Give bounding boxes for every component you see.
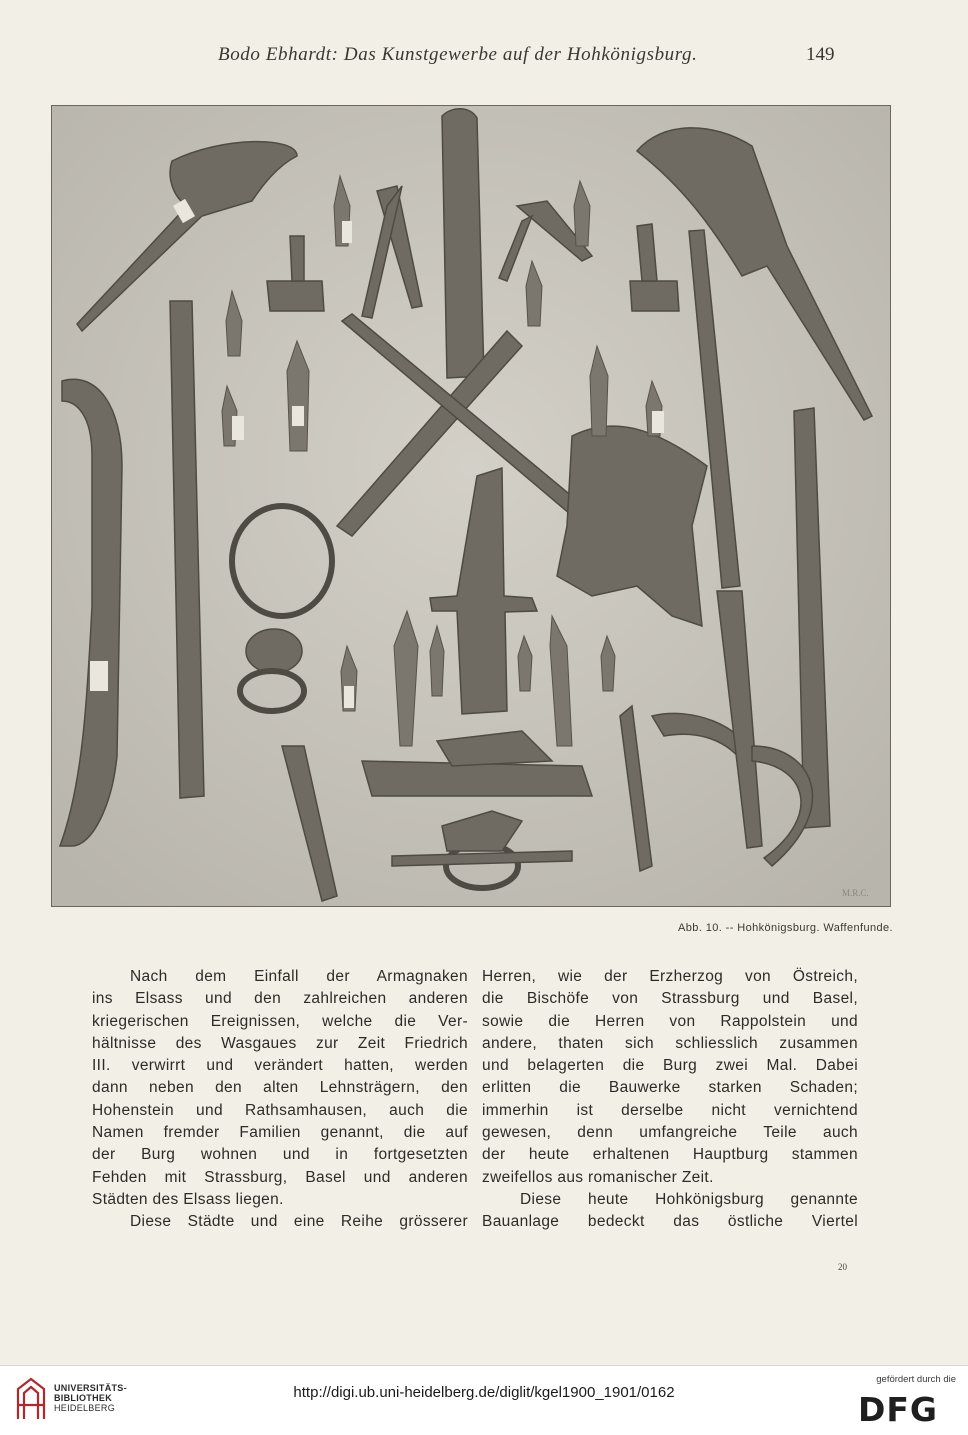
text-line: Bauanlage bedeckt das östliche Viertel — [482, 1213, 858, 1231]
library-name-line: BIBLIOTHEK — [54, 1393, 112, 1403]
sheet-signature: 20 — [838, 1262, 847, 1272]
text-line: der Burg wohnen und in fortgesetzten — [92, 1146, 468, 1164]
text-line: immerhin ist derselbe nicht vernichtend — [482, 1101, 858, 1119]
figure-caption: Abb. 10. -- Hohkönigsburg. Waffenfunde. — [678, 922, 893, 934]
text-line: hältnisse des Wasgaues zur Zeit Friedrich — [92, 1034, 468, 1052]
text-line: kriegerischen Ereignissen, welche die Ver- — [92, 1012, 468, 1030]
text-line: andere, thaten sich schliesslich zusammen — [482, 1034, 858, 1052]
text-line: Städten des Elsass liegen. — [92, 1190, 284, 1208]
text-line: Hohenstein und Rathsamhausen, auch die — [92, 1101, 468, 1119]
page-number: 149 — [806, 44, 835, 65]
dfg-logo[interactable]: DFG — [858, 1390, 939, 1429]
text-line: gewesen, denn umfangreiche Teile auch — [482, 1124, 858, 1142]
photo-signature: M.R.C. — [842, 888, 869, 898]
dagger-blade-center — [442, 109, 484, 378]
text-line: dann neben den alten Lehnsträgern, den — [92, 1079, 468, 1097]
text-line: der heute erhaltenen Hauptburg stammen — [482, 1146, 858, 1164]
text-line: ins Elsass und den zahlreichen anderen — [92, 990, 468, 1008]
text-line: Fehden mit Strassburg, Basel und anderen — [92, 1168, 468, 1186]
funding-note: gefördert durch die — [876, 1374, 956, 1385]
running-title: Bodo Ebhardt: Das Kunstgewerbe auf der Hohkönigsburg. — [218, 44, 698, 65]
text-column-right — [482, 966, 858, 1234]
text-line: Nach dem Einfall der Armagnaken — [130, 968, 468, 985]
digitization-url-link[interactable]: http://digi.ub.uni-heidelberg.de/diglit/kgel1900_1901/0162 — [293, 1384, 675, 1401]
library-name-line: UNIVERSITÄTS- — [54, 1383, 127, 1393]
text-line: Diese heute Hohkönigsburg genannte — [520, 1190, 858, 1208]
key-block-right — [630, 281, 679, 311]
key-block — [267, 281, 324, 311]
library-name-line: HEIDELBERG — [54, 1403, 116, 1413]
weapon-finds-photograph — [52, 106, 890, 906]
photo-plate-weapon-finds — [51, 105, 891, 907]
text-line: Namen fremder Familien genannt, die auf — [92, 1124, 468, 1142]
text-column-left — [92, 966, 468, 1234]
text-line: Herren, wie der Erzherzog von Östreich, — [482, 968, 858, 985]
crossbow-lock — [362, 761, 592, 796]
text-line: erlitten die Bauwerke starken Schaden; — [482, 1079, 858, 1097]
text-line: und belagerten die Burg zwei Mal. Dabei — [482, 1057, 858, 1075]
text-line: sowie die Herren von Rappolstein und — [482, 1012, 858, 1030]
text-line: Diese Städte und eine Reihe grösserer — [130, 1213, 468, 1231]
text-line: die Bischöfe von Strassburg und Basel, — [482, 990, 858, 1008]
text-line: zweifellos aus romanischer Zeit. — [482, 1168, 714, 1186]
text-line: III. verwirrt und verändert hatten, werden — [92, 1057, 468, 1075]
